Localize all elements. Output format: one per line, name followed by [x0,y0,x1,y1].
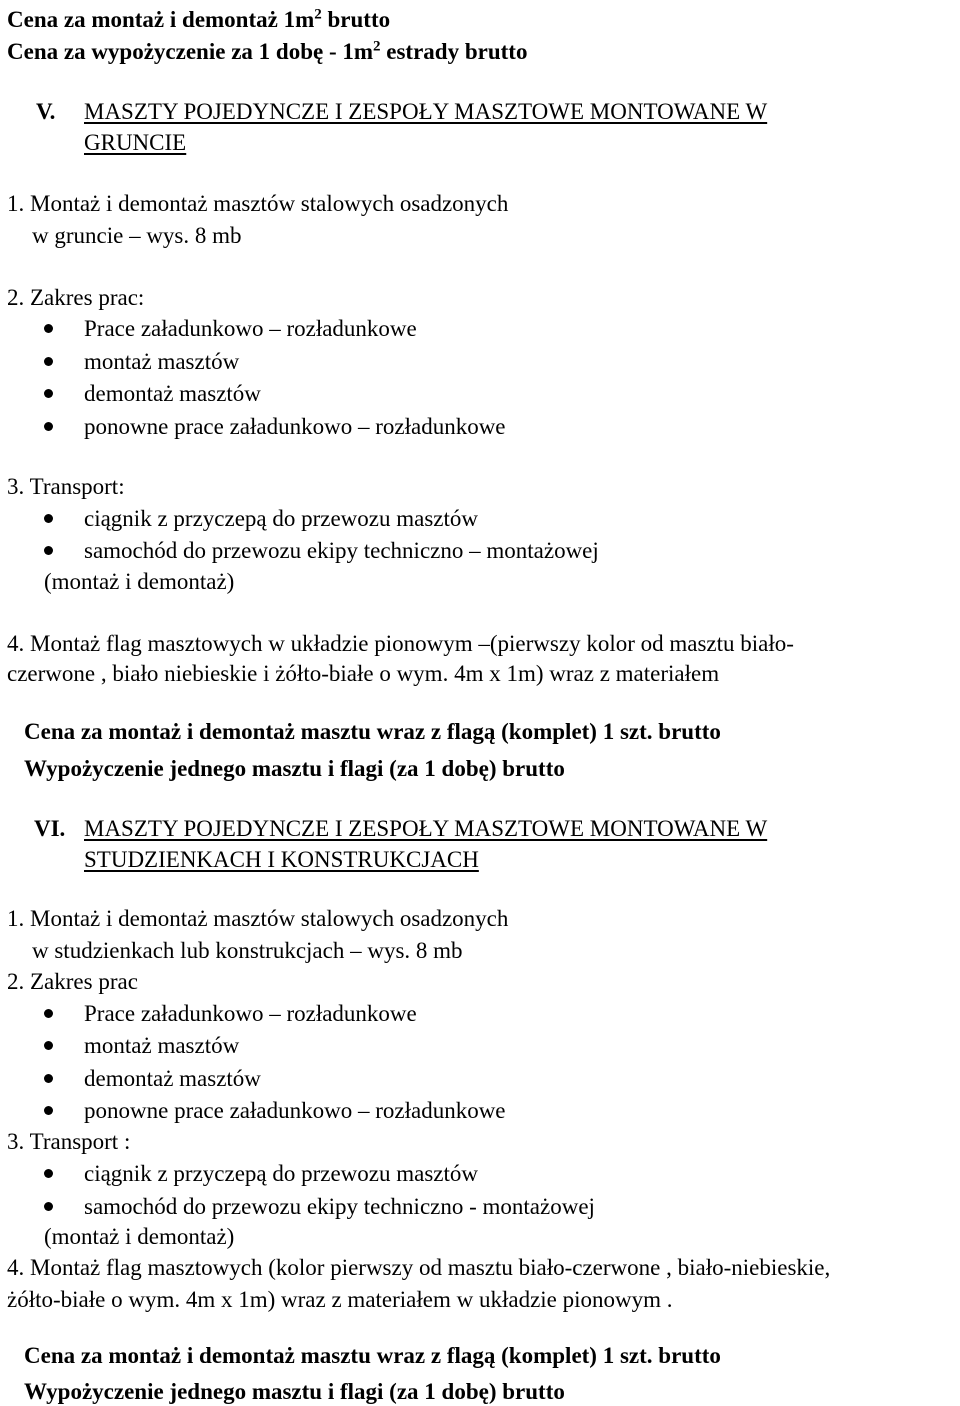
section-v-scope-item: demontaż masztów [84,381,261,406]
section-vi-transport-label: 3. Transport : [7,1129,131,1154]
section-vi-item-1-line-1: 1. Montaż i demontaż masztów stalowych osadzonych [7,906,509,931]
section-vi-transport-note: (montaż i demontaż) [44,1224,235,1249]
section-vi-title-line-2: STUDZIENKACH I KONSTRUKCJACH [84,847,479,872]
section-vi-scope-item: demontaż masztów [84,1066,261,1091]
bullet-icon [44,1106,53,1115]
section-v-scope-label: 2. Zakres prac: [7,285,145,310]
section-vi-scope-item: montaż masztów [84,1033,240,1058]
section-vi-number: VI. [34,816,66,841]
section-v-transport-label: 3. Transport: [7,474,125,499]
section-vi-item-1-line-2: w studzienkach lub konstrukcjach – wys. 8 mb [32,938,463,963]
section-vi-item-4-line-2: żółto-białe o wym. 4m x 1m) wraz z materiałem w układzie pionowym . [7,1287,673,1312]
bullet-icon [44,1009,53,1018]
section-v-transport-item: ciągnik z przyczepą do przewozu masztów [84,506,479,531]
section-vi-scope-item: ponowne prace załadunkowo – rozładunkowe [84,1098,506,1123]
section-v-scope-item: Prace załadunkowo – rozładunkowe [84,316,417,341]
section-v-item-1-line-2: w gruncie – wys. 8 mb [32,223,242,248]
bullet-icon [44,1169,53,1178]
section-v-title-line-1: MASZTY POJEDYNCZE I ZESPOŁY MASZTOWE MONTOWANE W [84,99,768,124]
section-vi-title-line-1: MASZTY POJEDYNCZE I ZESPOŁY MASZTOWE MONTOWANE W [84,816,768,841]
section-vi-scope-item: Prace załadunkowo – rozładunkowe [84,1001,417,1026]
section-v-title-line-2: GRUNCIE [84,130,187,155]
section-v-scope-item: ponowne prace załadunkowo – rozładunkowe [84,414,506,439]
section-vi-item-4-line-1: 4. Montaż flag masztowych (kolor pierwszy od masztu biało-czerwone , biało-niebieskie, [7,1255,831,1280]
bullet-icon [44,1041,53,1050]
section-vi-scope-label: 2. Zakres prac [7,969,138,994]
section-v-transport-note: (montaż i demontaż) [44,569,235,594]
bullet-icon [44,1074,53,1083]
section-v-item-4-line-1: 4. Montaż flag masztowych w układzie pionowym –(pierwszy kolor od masztu biało- [7,631,794,656]
bullet-icon [44,1202,53,1211]
header-line-2: Cena za wypożyczenie za 1 dobę - $1m^2$ estrady brutto [7,38,528,64]
section-v-scope-item: montaż masztów [84,349,240,374]
header-line-1: Cena za montaż i demontaż $1m^2$ brutto [7,6,391,32]
section-v-price-assembly: Cena za montaż i demontaż masztu wraz z flagą (komplet) 1 szt. brutto [24,719,721,744]
section-vi-price-rental: Wypożyczenie jednego masztu i flagi (za 1 dobę) brutto [24,1379,565,1404]
bullet-icon [44,389,53,398]
bullet-icon [44,546,53,555]
section-vi-price-assembly: Cena za montaż i demontaż masztu wraz z flagą (komplet) 1 szt. brutto [24,1343,721,1368]
bullet-icon [44,514,53,523]
bullet-icon [44,357,53,366]
section-v-item-4-line-2: czerwone , biało niebieskie i żółto-białe o wym. 4m x 1m) wraz z materiałem [7,661,720,686]
section-vi-transport-item: samochód do przewozu ekipy techniczno - montażowej [84,1194,595,1219]
section-v-transport-item: samochód do przewozu ekipy techniczno – montażowej [84,538,599,563]
bullet-icon [44,422,53,431]
section-vi-transport-item: ciągnik z przyczepą do przewozu masztów [84,1161,479,1186]
section-v-price-rental: Wypożyczenie jednego masztu i flagi (za 1 dobę) brutto [24,756,565,781]
section-v-number: V. [36,99,56,124]
bullet-icon [44,324,53,333]
section-v-item-1-line-1: 1. Montaż i demontaż masztów stalowych osadzonych [7,191,509,216]
